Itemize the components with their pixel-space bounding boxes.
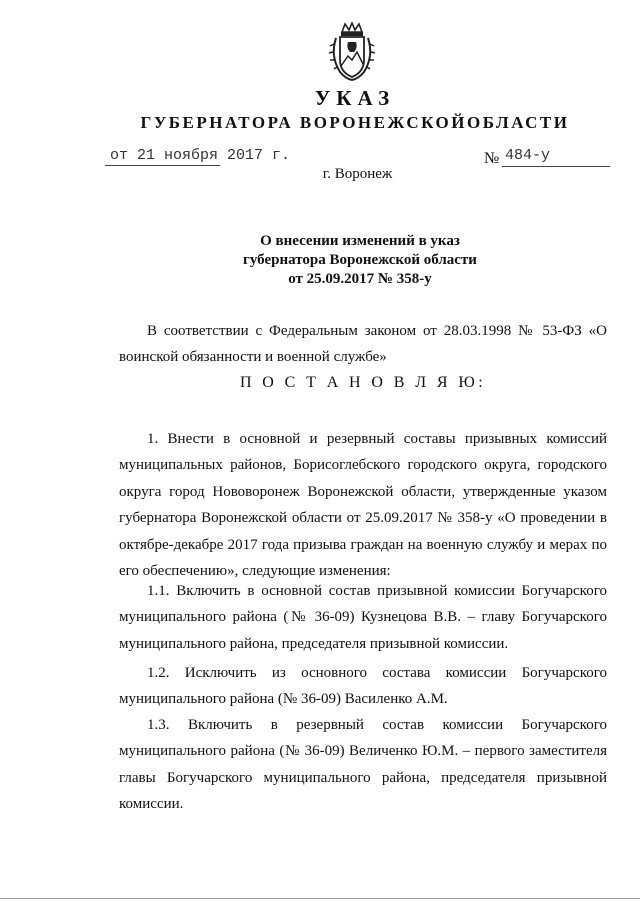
number-label: № [484,150,500,167]
voronezh-coat-of-arms-icon [326,22,378,84]
decree-heading: П О С Т А Н О В Л Я Ю: [239,374,487,391]
issuer-title: ГУБЕРНАТОРА ВОРОНЕЖСКОЙОБЛАСТИ [140,113,570,132]
item-1-3-paragraph [119,712,607,818]
document-type-title: УКАЗ [314,86,396,110]
document-subject [0,232,640,289]
item-1-paragraph [119,426,607,584]
page-bottom-edge [0,898,640,899]
subject-line-2: губернатора Воронежской области [243,252,477,268]
item-1-3-text: 1.3. Включить в резервный состав комиссии Богучарского муниципального района (№ 36-09) Величенко Ю.М. – первого заместителя главы Богучарского муниципального района, председателя призывной комиссии. [119,717,607,813]
item-1-1-paragraph [119,578,607,657]
preamble-text: В соответствии с Федеральным законом от 28.03.1998 № 53-ФЗ «О воинской обязанности и военной службе» [119,323,607,366]
subject-line-1: О внесении изменений в указ [260,233,460,249]
item-1-2-paragraph [119,660,607,713]
item-1-text: 1. Внести в основной и резервный составы призывных комиссий муниципальных районов, Борисоглебского городского округа, городского округа город Нововоронеж Воронежской области, утвержденные указом губернатора Воронежской области от 25.09.2017 № 358-у «О проведении в октябре-декабре 2017 года призыва граждан на военную службу и мерах по его обеспечению», следующие изменения: [119,431,607,580]
subject-line-3: от 25.09.2017 № 358-у [288,271,432,287]
item-1-1-text: 1.1. Включить в основной состав призывной комиссии Богучарского муниципального района (№ 36-09) Кузнецова В.В. – главу Богучарского муниципального района, председателя призывной комиссии. [119,583,607,652]
city-name: г. Воронеж [322,166,393,182]
preamble-paragraph [119,318,607,371]
document-date: от 21 ноября 2017 г. [110,147,291,164]
document-number: 484-у [505,147,551,164]
item-1-2-text: 1.2. Исключить из основного состава комиссии Богучарского муниципального района (№ 36-09) Василенко А.М. [119,665,607,708]
